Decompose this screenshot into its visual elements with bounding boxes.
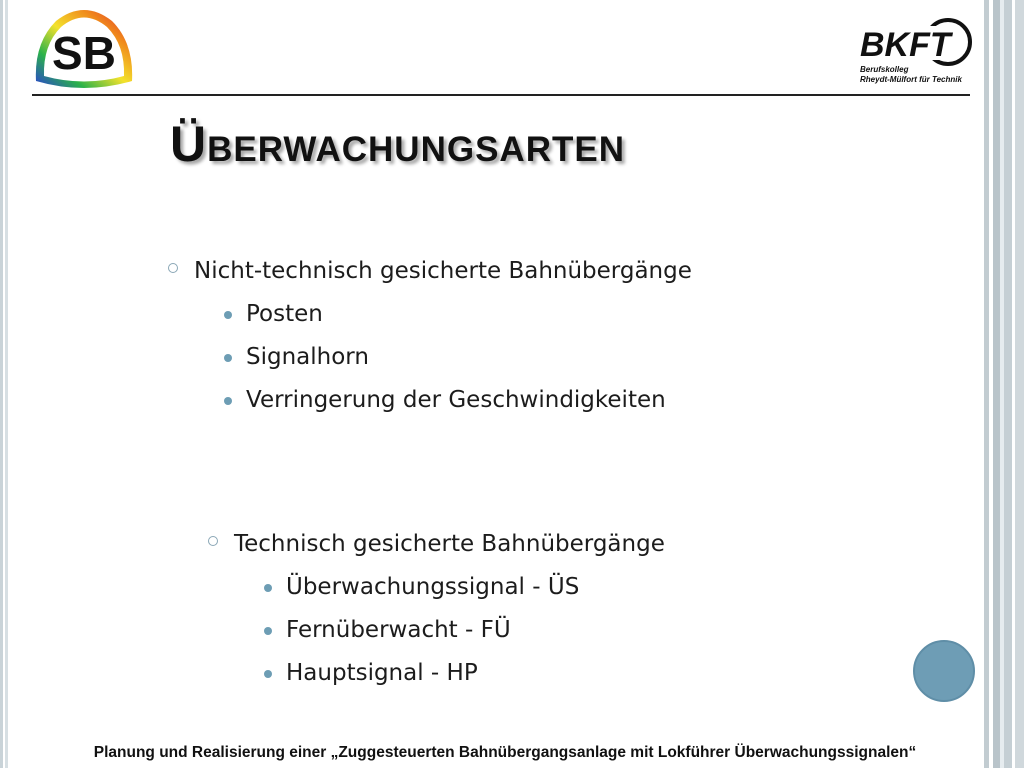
left-border-decoration xyxy=(0,0,10,768)
bkft-logo-subtext-2: Rheydt-Mülfort für Technik xyxy=(860,75,962,84)
list-item-text: Posten xyxy=(246,301,323,327)
bkft-logo-subtext-1: Berufskolleg xyxy=(860,65,909,74)
slide-title: Überwachungsarten xyxy=(170,116,625,172)
list-item-text: Fernüberwacht - FÜ xyxy=(286,617,511,643)
section-heading-text: Technisch gesicherte Bahnübergänge xyxy=(234,531,665,557)
list-item xyxy=(286,658,665,688)
sb-logo-icon xyxy=(30,3,138,91)
list-item xyxy=(246,299,692,329)
list-item-text: Hauptsignal - HP xyxy=(286,660,478,686)
hollow-bullet-icon xyxy=(168,263,178,273)
list-item xyxy=(286,572,665,602)
decorative-circle xyxy=(913,640,975,702)
section-non-technical xyxy=(194,256,692,415)
slide-footer: Planung und Realisierung einer „Zuggesteuerten Bahnübergangsanlage mit Lokführer Überwachungssignalen“ xyxy=(93,744,917,761)
header-rule xyxy=(32,94,970,96)
list-item-text: Überwachungssignal - ÜS xyxy=(286,574,580,600)
bkft-logo-text: BKFT xyxy=(860,26,951,64)
list-item xyxy=(246,342,692,372)
bullet-icon xyxy=(264,627,272,635)
list-item xyxy=(246,385,692,415)
list-item xyxy=(286,615,665,645)
bullet-icon xyxy=(264,670,272,678)
list-item-text: Verringerung der Geschwindigkeiten xyxy=(246,387,666,413)
section-heading xyxy=(194,256,692,286)
section-heading-text: Nicht-technisch gesicherte Bahnübergänge xyxy=(194,258,692,284)
list-item-text: Signalhorn xyxy=(246,344,369,370)
hollow-bullet-icon xyxy=(208,536,218,546)
section-technical xyxy=(234,529,665,688)
bullet-icon xyxy=(224,311,232,319)
sb-logo-text: SB xyxy=(52,27,116,79)
bullet-icon xyxy=(224,397,232,405)
bkft-logo-icon xyxy=(856,12,972,90)
right-border-decoration xyxy=(980,0,1024,768)
bullet-icon xyxy=(224,354,232,362)
section-heading xyxy=(234,529,665,559)
bullet-icon xyxy=(264,584,272,592)
